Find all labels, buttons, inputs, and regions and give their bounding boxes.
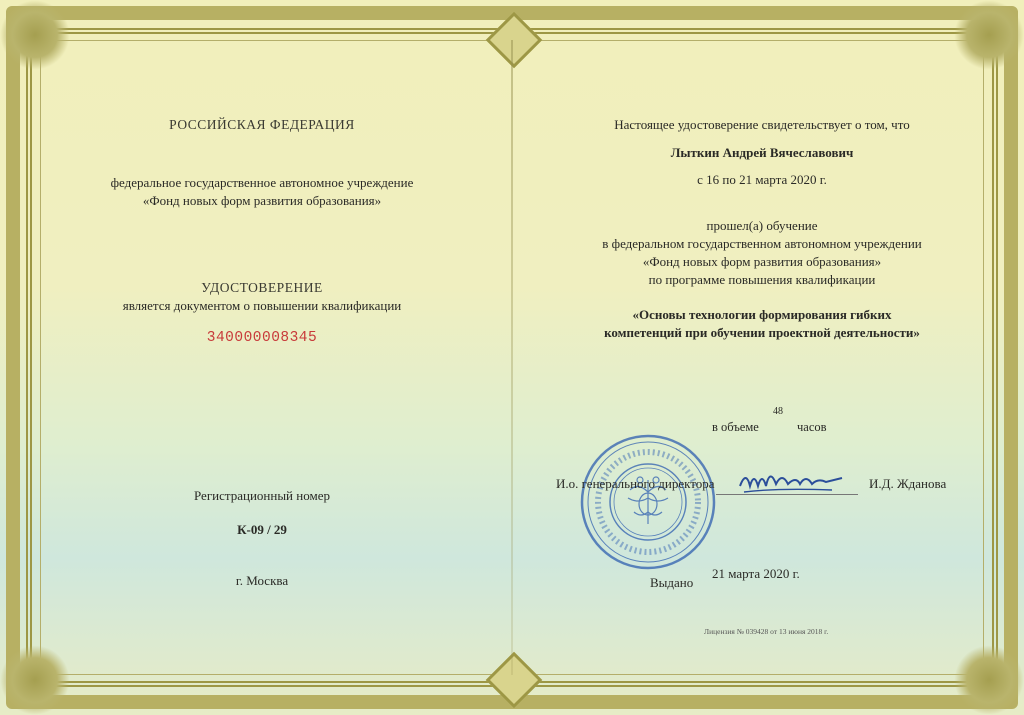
trained-line-4: по программе повышения квалификации <box>648 272 876 287</box>
program-title-line-2: компетенций при обучении проектной деятельности» <box>604 325 920 340</box>
training-period: с 16 по 21 марта 2020 г. <box>697 172 827 187</box>
volume-prefix: в объеме <box>712 420 759 434</box>
institution-line-2: «Фонд новых форм развития образования» <box>142 193 382 208</box>
license-info: Лицензия № 039428 от 13 июня 2018 г. <box>704 627 829 636</box>
corner-ornament-bottom-right <box>954 645 1024 715</box>
trained-line-1: прошел(а) обучение <box>706 218 818 233</box>
issued-label: Выдано <box>650 575 694 590</box>
corner-ornament-top-right <box>954 0 1024 70</box>
document-subtitle: является документом о повышении квалификации <box>122 298 402 313</box>
registration-number: К-09 / 29 <box>237 522 287 537</box>
official-seal-icon <box>578 432 718 572</box>
trained-line-3: «Фонд новых форм развития образования» <box>642 254 882 269</box>
serial-number: 340000008345 <box>206 330 318 346</box>
program-title-line-1: «Основы технологии формирования гибких <box>632 307 892 322</box>
document-title: УДОСТОВЕРЕНИЕ <box>201 280 323 295</box>
handwritten-signature-icon <box>736 462 846 502</box>
center-fold <box>511 40 513 675</box>
issued-date: 21 марта 2020 г. <box>712 566 800 581</box>
signature-line <box>716 494 858 495</box>
trained-line-2: в федеральном государственном автономном учреждении <box>602 236 922 251</box>
city: г. Москва <box>235 573 289 588</box>
corner-ornament-bottom-left <box>0 645 70 715</box>
volume-suffix: часов <box>797 420 827 434</box>
signer-name: И.Д. Жданова <box>869 476 947 491</box>
institution-line-1: федеральное государственное автономное учреждение <box>110 175 414 190</box>
signer-title: И.о. генерального директора <box>556 476 715 491</box>
recipient-name: Лыткин Андрей Вячеславович <box>670 145 854 160</box>
volume-hours: 48 <box>773 406 783 417</box>
intro-text: Настоящее удостоверение свидетельствует о том, что <box>614 117 910 132</box>
corner-ornament-top-left <box>0 0 70 70</box>
registration-label: Регистрационный номер <box>194 488 330 503</box>
country-heading: РОССИЙСКАЯ ФЕДЕРАЦИЯ <box>169 117 355 132</box>
